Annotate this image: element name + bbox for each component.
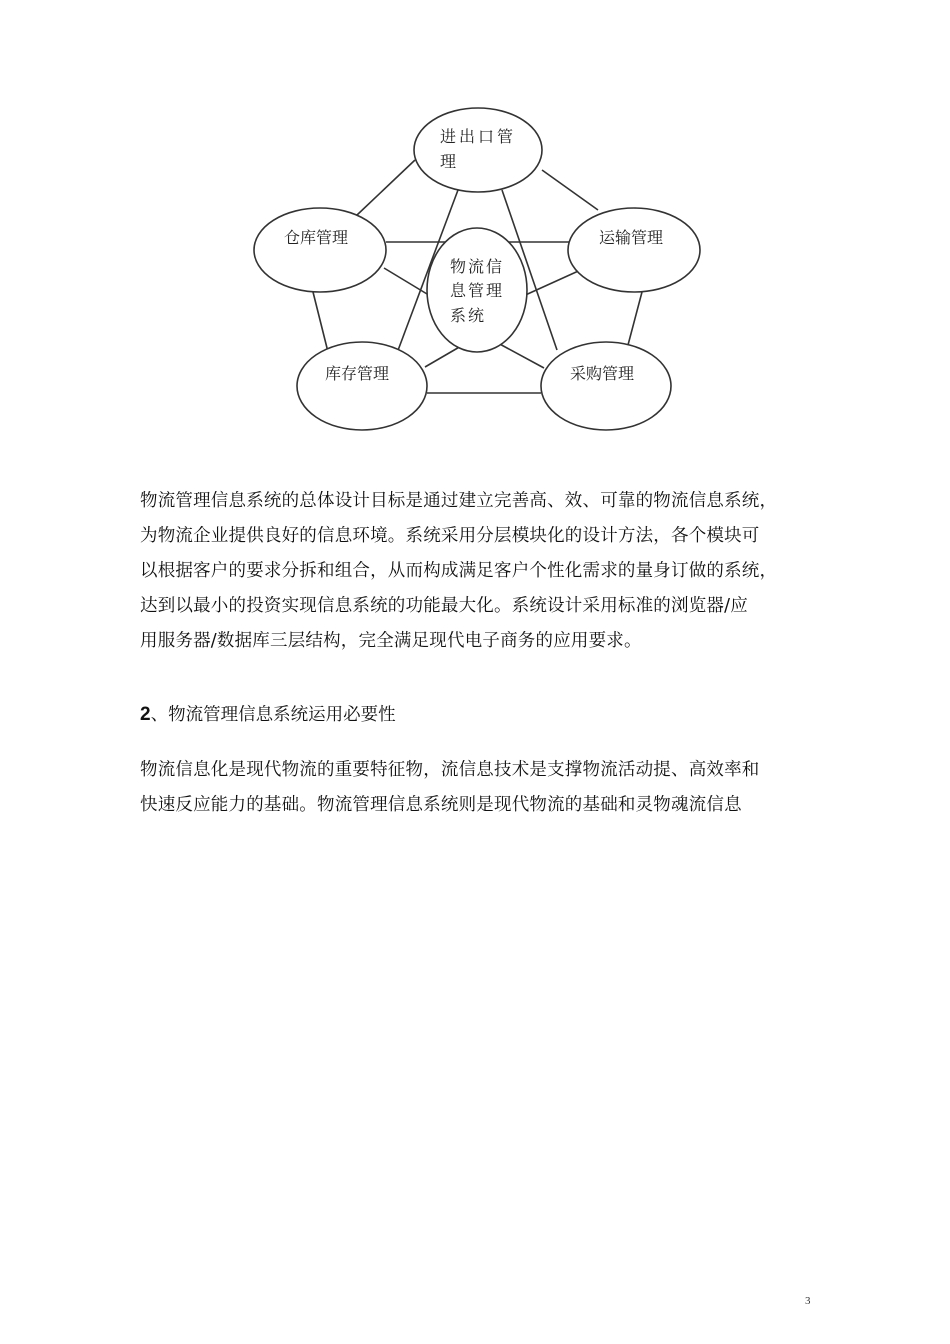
node-purchase [541,342,671,430]
edge-transport-purchase [628,292,642,345]
node-inventory [297,342,427,430]
section-number: 2 [140,704,151,725]
paragraph-design-goal [140,484,840,659]
label-purchase: 采购管理 [570,364,635,383]
edge-import-warehouse [357,160,415,215]
paragraph-line: 物流管理信息系统的总体设计目标是通过建立完善高、效、可靠的物流信息系统， [140,491,778,511]
label-center-1: 物流信 [450,257,505,276]
paragraph-line: 快速反应能力的基础。物流管理信息系统则是现代物流的基础和灵物魂流信息 [140,795,742,815]
node-warehouse [254,208,386,292]
label-transport: 运输管理 [599,228,664,247]
page-number: 3 [805,1295,811,1307]
paragraph-line: 物流信息化是现代物流的重要特征物，流信息技术是支撑物流活动提、高效率和 [140,760,760,780]
logistics-system-diagram [0,0,950,460]
section-title: 、物流管理信息系统运用必要性 [150,705,396,725]
edge-import-transport [542,170,598,210]
label-import-export-1: 进出口管 [440,127,517,146]
paragraph-necessity [140,753,840,823]
paragraph-line: 达到以最小的投资实现信息系统的功能最大化。系统设计采用标准的浏览器/应 [140,596,748,616]
label-warehouse: 仓库管理 [284,228,349,247]
edge-center-warehouse [384,268,432,297]
section-heading [140,700,396,730]
edge-warehouse-inventory [313,292,328,352]
node-transport [568,208,700,292]
label-center-3: 系统 [450,306,487,325]
paragraph-line: 以根据客户的要求分拆和组合，从而构成满足客户个性化需求的量身订做的系统， [140,561,778,581]
node-import-export [414,108,542,192]
label-inventory: 库存管理 [325,364,390,383]
paragraph-line: 为物流企业提供良好的信息环境。系统采用分层模块化的设计方法，各个模块可 [140,526,760,546]
label-center-2: 息管理 [450,281,505,300]
edge-center-purchase [496,342,544,368]
label-import-export-2: 理 [440,152,457,171]
paragraph-line: 用服务器/数据库三层结构，完全满足现代电子商务的应用要求。 [140,631,642,651]
